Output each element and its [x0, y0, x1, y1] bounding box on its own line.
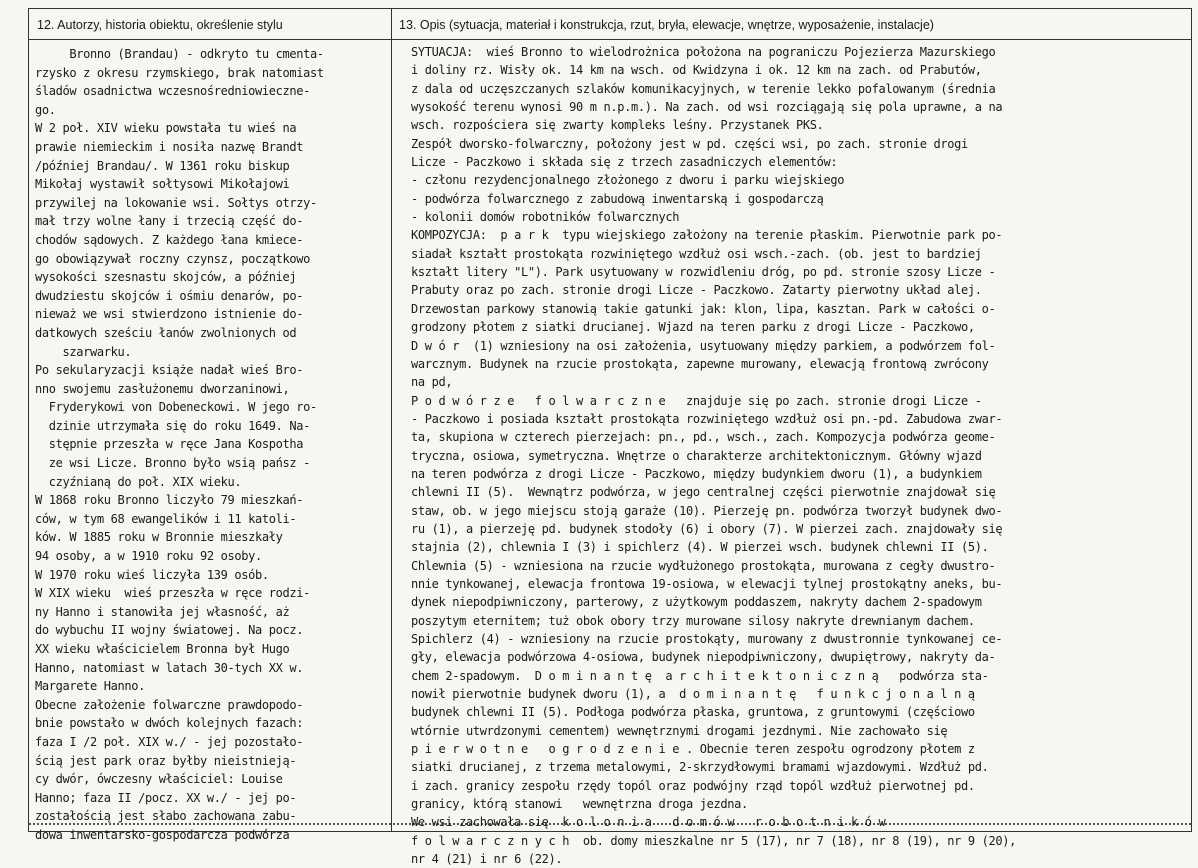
description-text-line: gły, elewacja podwórzowa 4-osiowa, budynek niepodpiwniczony, dwupiętrowy, nakryty da-	[411, 650, 996, 665]
description-text-line: KOMPOZYCJA: p a r k typu wiejskiego założony na terenie płaskim. Pierwotnie park po-	[411, 228, 1003, 243]
history-text-line: do wybuchu II wojny światowej. Na pocz.	[35, 623, 304, 638]
history-text-line: ców, w tym 68 ewangelików i 11 katoli-	[35, 511, 297, 526]
history-text-line: Hanno; faza II /pocz. XX w./ - jej po-	[35, 790, 297, 805]
history-text-line: faza I /2 poł. XIX w./ - jej pozostało-	[35, 734, 304, 749]
history-text-line: śladów osadnictwa wczesnośredniowieczne-	[35, 84, 310, 99]
document-sheet	[28, 8, 1192, 867]
description-text-line: ta, skupiona w czterech pierzejach: pn., pd., wsch., zach. Kompozycja podwórza geome-	[411, 430, 996, 445]
header-divider	[29, 39, 1191, 40]
history-text-line: dzinie utrzymała się do roku 1649. Na-	[35, 418, 310, 433]
history-text-line: Mikołaj wystawił sołtysowi Mikołajowi	[35, 177, 290, 192]
description-text-line: nnie tynkowanej, elewacja frontowa 19-osiowa, w elewacji tylnej prostokątny aneks, bu-	[411, 576, 1003, 591]
description-text-line: chem 2-spadowym. D o m i n a n t ę a r c h i t e k t o n i c z n ą podwórza sta-	[411, 668, 989, 683]
description-text-line: Zespół dworsko-folwarczny, położony jest w pd. części wsi, po zach. stronie drogi	[411, 136, 968, 151]
description-text-line: Spichlerz (4) - wzniesiony na rzucie prostokąty, murowany z dwustronnie tynkowanej ce-	[411, 632, 1003, 646]
description-text-line: - Paczkowo i posiada kształt prostokąta rozwiniętego wzdłuż osi pn.-pd. Zabudowa zwar-	[411, 411, 1003, 426]
history-text-line: bnie powstało w dwóch kolejnych fazach:	[35, 716, 304, 731]
history-text-line: zostałością jest słabo zachowana zabu-	[35, 809, 297, 824]
description-text-line: - podwórza folwarcznego z zabudową inwentarską i gospodarczą	[411, 191, 824, 206]
history-text-line: Hanno, natomiast w latach 30-tych XX w.	[35, 660, 304, 675]
description-text-line: - kolonii domów robotników folwarcznych	[411, 210, 680, 225]
history-text-line: rzysko z okresu rzymskiego, brak natomiast	[35, 65, 324, 80]
description-text-line: Licze - Paczkowo i składa się z trzech zasadniczych elementów:	[411, 155, 838, 170]
description-text-line: z dala od uczęszczanych szlaków komunikacyjnych, w terenie lekko pofalowanym (średnia	[411, 81, 996, 96]
description-text-line: ru (1), a pierzeję pd. budynek stodoły (6) i obory (7). W pierzei zach. znajdowały się	[411, 521, 1003, 536]
history-text-line: czyźnianą do poł. XIX wieku.	[35, 474, 242, 489]
description-text-line: We wsi zachowała się k o l o n i a d o m ó w r o b o t n i k ó w	[411, 815, 886, 830]
description-text-line: Prabuty oraz po zach. stronie drogi Licze - Paczkowo. Zatarty pierwotny układ alej.	[411, 283, 982, 298]
history-text-line: W 1868 roku Bronno liczyło 79 mieszkań-	[35, 493, 304, 508]
description-text-line: kształt litery "L"). Park usytuowany w rozwidleniu dróg, po pd. stronie szosy Licze -	[411, 265, 996, 280]
description-text-line: Drzewostan parkowy stanowią takie gatunki jak: klon, lipa, kasztan. Park w całości o-	[411, 301, 996, 316]
description-text-line: wysokość terenu wynosi 90 m n.p.m.). Na zach. od wsi rozciągają się pola uprawne, a na	[411, 100, 1003, 115]
history-text-line: go.	[35, 102, 56, 117]
history-text-line: ścią jest park oraz byłby nieistnieją-	[35, 753, 297, 768]
history-text-line: datkowych sześciu łanów zwolnionych od	[35, 325, 297, 340]
description-text-line: i zach. granicy zespołu rzędy topól oraz podwójny rząd topól wzdłuż pierwotnej pd.	[411, 778, 975, 793]
history-text-line: W XIX wieku wieś przeszła w ręce rodzi-	[35, 586, 310, 601]
history-text-line: stępnie przeszła w ręce Jana Kospotha	[35, 437, 304, 452]
history-text-line: dowa inwentarsko-gospodarcza podwórza	[35, 827, 290, 842]
description-text-line: granicy, którą stanowi wewnętrzna droga jezdna.	[411, 797, 748, 812]
description-text-line: dynek niepodpiwniczony, parterowy, z użytkowym poddaszem, nakryty dachem 2-spadowym	[411, 595, 982, 610]
section-13-heading: 13. Opis (sytuacja, materiał i konstrukcja, rzut, bryła, elewacje, wnętrze, wyposażenie, instalacje)	[399, 18, 934, 32]
history-text-line: Po sekularyzacji książe nadał wieś Bro-	[35, 363, 304, 378]
history-text-line: ny Hanno i stanowiła jej własność, aż	[35, 604, 290, 619]
history-text-line: prawie niemieckim i nosiła nazwę Brandt	[35, 139, 304, 154]
history-text-line: XX wieku właścicielem Bronna był Hugo	[35, 642, 290, 656]
history-text-line: Margarete Hanno.	[35, 679, 145, 694]
description-text-line: nowił pierwotnie budynek dworu (1), a d o m i n a n t ę f u n k c j o n a l n ą	[411, 687, 975, 702]
history-text-line: chodów sądowych. Z każdego łana kmiece-	[35, 232, 304, 247]
description-text-line: siatki drucianej, z trzema metalowymi, 2-skrzydłowymi bramami wjazdowymi. Wzdłuż pd.	[411, 760, 989, 775]
history-text-line: mał trzy wolne łany i trzecią część do-	[35, 214, 304, 229]
history-text-line: W 2 poł. XIV wieku powstała tu wieś na	[35, 121, 297, 136]
description-text-line: i doliny rz. Wisły ok. 14 km na wsch. od Kwidzyna i ok. 12 km na zach. od Prabutów,	[411, 63, 982, 78]
column-divider	[391, 9, 392, 831]
description-text-line: p i e r w o t n e o g r o d z e n i e . Obecnie teren zespołu ogrodzony płotem z	[411, 742, 975, 757]
description-text-line: grodzony płotem z siatki drucianej. Wjazd na teren parku z drogi Licze - Paczkowo,	[411, 320, 975, 335]
history-text-line: ze wsi Licze. Bronno było wsią pańsz -	[35, 456, 310, 471]
history-text-line: nno swojemu zasłużonemu dworzaninowi,	[35, 381, 290, 396]
description-text-line: na teren podwórza z drogi Licze - Paczkowo, między budynkiem dworu (1), a budynkiem	[411, 466, 982, 481]
history-text-line: cy dwór, ówczesny właściciel: Louise	[35, 772, 283, 787]
description-text-line: tryczna, osiowa, symetryczna. Wnętrze o charakterze architektonicznym. Główny wjazd	[411, 448, 982, 463]
description-text-line: chlewni II (5). Wewnątrz podwórza, w jego centralnej części pierwotnie znajdował się	[411, 485, 996, 500]
description-text-line: SYTUACJA: wieś Bronno to wielodrożnica położona na pograniczu Pojezierza Mazurskiego	[411, 45, 996, 59]
description-text-line: P o d w ó r z e f o l w a r c z n e znajduje się po zach. stronie drogi Licze -	[411, 393, 982, 408]
description-text-line: wsch. rozpościera się zwarty kompleks leśny. Przystanek PKS.	[411, 118, 824, 133]
description-text-line: D w ó r (1) wzniesiony na osi założenia, usytuowany między parkiem, a podwórzem fol-	[411, 338, 996, 353]
history-text-column	[35, 45, 387, 845]
history-text-line: W 1970 roku wieś liczyła 139 osób.	[35, 567, 269, 582]
history-text-line: nieważ we wsi stwierdzono istnienie do-	[35, 307, 304, 322]
description-text-column	[411, 43, 1186, 868]
description-text-line: na pd,	[411, 375, 453, 390]
description-text-line: warcznym. Budynek na rzucie prostokąta, zapewne murowany, elewacją frontową zwrócony	[411, 356, 989, 371]
description-text-line: wtórnie utwrdzonymi cementem) wewnętrznymi drogami jezdnymi. Nie zachowało się	[411, 723, 948, 738]
history-text-line: dwudziestu skojców i ośmiu denarów, po-	[35, 288, 304, 303]
description-text-line: Chlewnia (5) - wzniesiona na rzucie wydłużonego prostokąta, murowana z cegły dwustro-	[411, 558, 996, 573]
description-text-line: budynek chlewni II (5). Podłoga podwórza płaska, gruntowa, z gruntowymi (częściowo	[411, 705, 975, 720]
history-text-line: 94 osoby, a w 1910 roku 92 osoby.	[35, 549, 262, 564]
description-text-line: nr 4 (21) i nr 6 (22).	[411, 852, 563, 867]
section-12-heading: 12. Autorzy, historia obiektu, określenie stylu	[37, 18, 283, 32]
history-text-line: Fryderykowi von Dobeneckowi. W jego ro-	[35, 400, 317, 415]
description-text-line: poszytym eternitem; tuż obok obory trzy murowane silosy nakryte drewnianym dachem.	[411, 613, 975, 628]
description-text-line: f o l w a r c z n y c h ob. domy mieszkalne nr 5 (17), nr 7 (18), nr 8 (19), nr 9 (20),	[411, 833, 1016, 848]
description-text-line: staw, ob. w jego miejscu stoją garaże (10). Pierzeję pn. podwórza tworzył budynek dwo-	[411, 503, 1003, 518]
history-text-line: Obecne założenie folwarczne prawdopodo-	[35, 697, 304, 712]
history-text-line: wysokości szesnastu skojców, a później	[35, 270, 297, 285]
history-text-line: /później Brandau/. W 1361 roku biskup	[35, 158, 290, 173]
history-text-line: go obowiązywał roczny czynsz, początkowo	[35, 251, 310, 266]
description-text-line: - członu rezydencjonalnego złożonego z dworu i parku wiejskiego	[411, 173, 845, 188]
description-text-line: siadał kształt prostokąta rozwiniętego wzdłuż osi wsch.-zach. (ob. jest to bardziej	[411, 246, 982, 261]
description-text-line: stajnia (2), chlewnia I (3) i spichlerz (4). W pierzei wsch. budynek chlewni II (5).	[411, 540, 989, 555]
history-text-line: przywilej na lokowanie wsi. Sołtys otrzy-	[35, 195, 317, 210]
history-text-line: Bronno (Brandau) - odkryto tu cmenta-	[35, 47, 324, 61]
history-text-line: ków. W 1885 roku w Bronnie mieszkały	[35, 530, 283, 545]
history-text-line: szarwarku.	[35, 344, 132, 359]
